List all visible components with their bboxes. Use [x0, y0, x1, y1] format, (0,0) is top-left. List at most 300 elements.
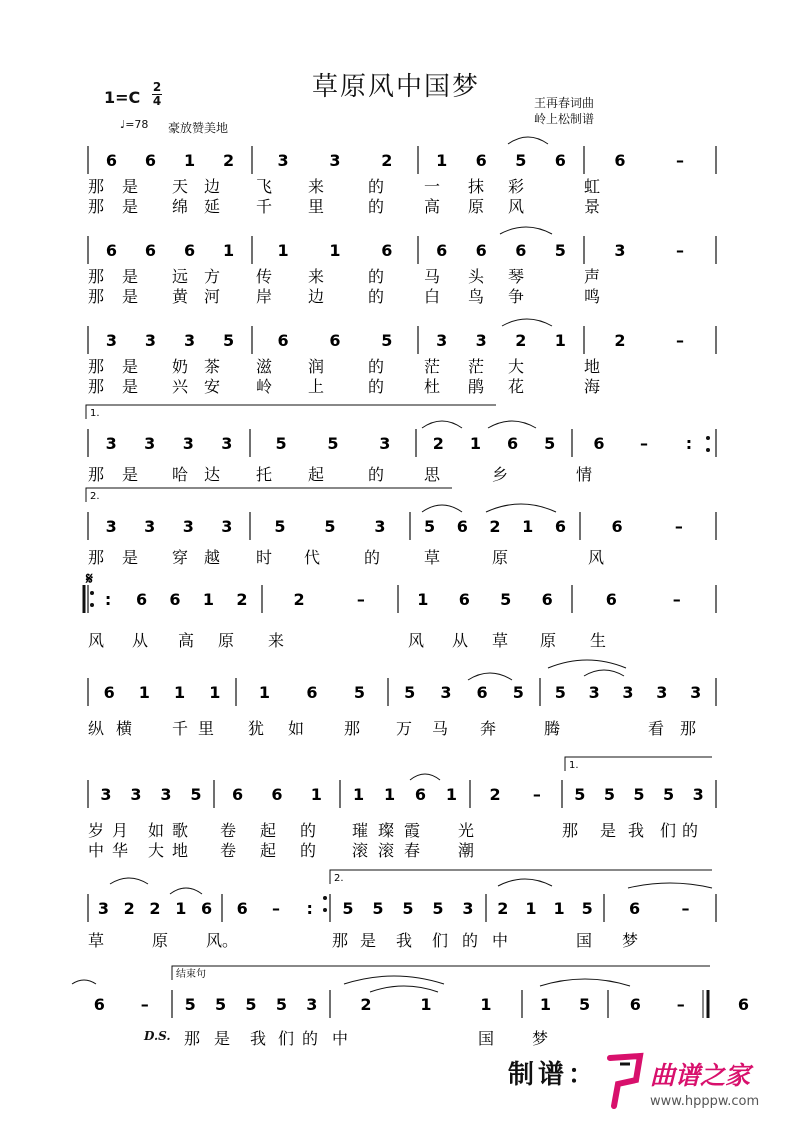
- lyric-char: 千: [171, 719, 189, 738]
- note: 3: [183, 331, 196, 350]
- lyric-char: 们: [277, 1029, 295, 1048]
- note: –: [672, 590, 681, 609]
- note: 3: [105, 517, 117, 536]
- note: 1: [436, 151, 448, 170]
- note: –: [356, 590, 365, 609]
- note: 5: [381, 331, 393, 350]
- lyric-char: 如: [287, 719, 305, 738]
- volta-2b: [330, 870, 712, 884]
- lyric-char: 争: [507, 287, 525, 306]
- note: 2: [149, 899, 161, 918]
- lyric-char: 是: [121, 548, 139, 567]
- note: 6: [737, 995, 750, 1014]
- lyric-char: 边: [203, 177, 221, 196]
- note: 1: [258, 683, 271, 702]
- lyric-char: 潮: [457, 841, 475, 860]
- note: 6: [236, 899, 248, 918]
- ending-bracket: [172, 966, 710, 980]
- lyric-char: 们: [431, 931, 449, 950]
- lyric-char: 的: [363, 548, 381, 567]
- note: 5: [554, 683, 566, 702]
- note: 3: [436, 331, 448, 350]
- lyric-char: 原: [491, 548, 509, 567]
- lyric-char: 中: [331, 1029, 349, 1048]
- lyric-char: 穿: [171, 548, 189, 567]
- note: 5: [554, 241, 566, 260]
- lyric-char: 那: [679, 719, 697, 738]
- lyric-char: 抹: [467, 177, 485, 196]
- note: 5: [274, 517, 286, 536]
- lyric-char: 国: [575, 931, 593, 950]
- lyric-char: 如: [147, 821, 165, 840]
- note: 3: [160, 785, 172, 804]
- lyric-char: 河: [203, 287, 221, 306]
- lyric-char: 天: [171, 177, 189, 196]
- note: 5: [184, 995, 196, 1014]
- lyric-char: 中: [491, 931, 509, 950]
- note: 5: [574, 785, 586, 804]
- note: 3: [221, 517, 233, 536]
- lyric-char: 风: [507, 197, 525, 216]
- note: 1: [469, 434, 481, 453]
- slur: [422, 421, 462, 428]
- note: 6: [436, 241, 448, 260]
- note: 5: [353, 683, 366, 702]
- lyric-char: 是: [599, 821, 617, 840]
- note: 3: [656, 683, 668, 702]
- time-top: 2: [152, 80, 162, 94]
- note: 5: [342, 899, 354, 918]
- lyric-char: 我: [395, 931, 413, 950]
- lyric-char: 是: [121, 377, 139, 396]
- note: 3: [100, 785, 112, 804]
- watermark-label: 制谱：: [508, 1060, 599, 1090]
- lyric-char: 腾: [543, 719, 561, 738]
- note: 3: [374, 517, 386, 536]
- note: 1: [522, 517, 534, 536]
- note: 5: [512, 683, 524, 702]
- note: 3: [462, 899, 474, 918]
- lyric-char: 中: [87, 841, 105, 860]
- lyric-char: 起: [259, 841, 277, 860]
- slur: [344, 976, 444, 984]
- note: 1: [554, 331, 566, 350]
- lyric-char: 绵: [171, 197, 189, 216]
- volta-2: [86, 488, 452, 502]
- note: 1: [202, 590, 215, 609]
- lyric-char: 是: [121, 197, 139, 216]
- lyric-char: 那: [87, 267, 105, 286]
- lyric-char: 地: [171, 841, 189, 860]
- note: 1: [480, 995, 492, 1014]
- credit-arranger: 岭上松制谱: [534, 112, 595, 126]
- slur: [488, 421, 536, 428]
- note: 6: [414, 785, 427, 804]
- tempo-mark: ♩=78: [120, 118, 149, 131]
- lyric-char: 风: [407, 631, 425, 650]
- lyric-char: 奔: [479, 719, 497, 738]
- note: 2: [497, 899, 509, 918]
- note: 5: [327, 434, 339, 453]
- lyric-char: 高: [423, 197, 441, 216]
- note: 5: [215, 995, 227, 1014]
- note: 5: [275, 434, 287, 453]
- lyric-char: 风: [87, 631, 105, 650]
- slur: [628, 883, 712, 888]
- lyric-char: 从: [131, 631, 149, 650]
- note: 2: [614, 331, 626, 350]
- lyric-char: 草: [87, 931, 105, 950]
- note: 5: [404, 683, 416, 702]
- note: 3: [182, 434, 194, 453]
- lyric-char: 时: [255, 548, 273, 567]
- note: 1: [174, 683, 186, 702]
- note: –: [676, 151, 684, 170]
- lyric-char: 犹: [247, 719, 265, 738]
- lyric-char: 滋: [255, 357, 273, 376]
- note: 6: [277, 331, 289, 350]
- slur: [370, 986, 438, 992]
- note: 6: [103, 683, 115, 702]
- note: 3: [130, 785, 142, 804]
- lyric-char: 梦: [531, 1029, 549, 1048]
- note: 5: [275, 995, 287, 1014]
- note: 6: [554, 151, 566, 170]
- note: 1: [277, 241, 289, 260]
- note: 6: [169, 590, 181, 609]
- lyric-char: 岭: [255, 377, 273, 396]
- volta-1: [86, 405, 496, 419]
- lyric-char: 是: [121, 357, 139, 376]
- lyric-char: 的: [367, 357, 385, 376]
- lyric-char: 那: [87, 357, 105, 376]
- lyric-char: 飞: [255, 177, 273, 196]
- lyric-char: 奶: [171, 357, 189, 376]
- note: –: [681, 899, 690, 918]
- lyric-char: 从: [451, 631, 469, 650]
- note: 6: [614, 151, 626, 170]
- note: 2: [381, 151, 393, 170]
- note: 6: [105, 241, 117, 260]
- lyric-char: 那: [343, 719, 361, 738]
- lyric-char: 国: [477, 1029, 495, 1048]
- note: 6: [105, 151, 117, 170]
- note: 6: [475, 241, 487, 260]
- lyric-char: 春: [403, 841, 421, 860]
- repeat-dot: [706, 436, 710, 440]
- lyric-char: 鹃: [467, 377, 485, 396]
- lyric-char: 达: [203, 465, 221, 484]
- note: 3: [692, 785, 704, 804]
- note: 3: [329, 151, 341, 170]
- lyric-char: 卷: [219, 841, 237, 860]
- lyric-char: 的: [299, 841, 317, 860]
- slur: [170, 888, 202, 894]
- lyric-char: 是: [121, 267, 139, 286]
- lyric-char: 传: [255, 267, 273, 286]
- note: :: [104, 590, 112, 609]
- note: 5: [324, 517, 336, 536]
- lyric-char: 光: [457, 821, 475, 840]
- slur: [498, 879, 552, 886]
- lyric-char: 霞: [403, 821, 421, 840]
- note: –: [272, 899, 280, 918]
- lyric-char: 鸣: [583, 287, 601, 306]
- slur: [500, 227, 552, 234]
- note: 6: [381, 241, 393, 260]
- lyric-char: 琴: [507, 267, 525, 286]
- note: –: [140, 995, 149, 1014]
- lyric-char: 我: [627, 821, 645, 840]
- lyric-char: 风。: [205, 931, 239, 950]
- lyric-char: 乡: [491, 465, 509, 484]
- lyric-char: 大: [147, 841, 165, 860]
- lyric-char: 的: [301, 1029, 319, 1048]
- lyric-char: 璨: [377, 821, 395, 840]
- volta-1-label: 1.: [90, 408, 100, 419]
- time-bottom: 4: [152, 94, 162, 108]
- note: 5: [581, 899, 593, 918]
- lyric-char: 黄: [171, 287, 189, 306]
- note: 3: [105, 331, 117, 350]
- note: 6: [507, 434, 519, 453]
- lyric-char: 璀: [351, 821, 369, 840]
- note: 2: [123, 899, 135, 918]
- lyric-char: 那: [87, 177, 105, 196]
- note: 1: [383, 785, 396, 804]
- lyric-char: 是: [121, 177, 139, 196]
- note: 1: [183, 151, 196, 170]
- note: 6: [93, 995, 105, 1014]
- volta-2-label: 2.: [90, 491, 100, 502]
- lyric-char: 那: [87, 377, 105, 396]
- lyric-char: 滚: [351, 841, 369, 860]
- note: 6: [271, 785, 283, 804]
- lyric-char: 茫: [423, 357, 441, 376]
- note: 1: [417, 590, 429, 609]
- lyric-char: 千: [255, 197, 273, 216]
- lyric-char: 华: [111, 841, 129, 860]
- note: 1: [445, 785, 457, 804]
- note: 2: [293, 590, 305, 609]
- lyric-char: 越: [203, 548, 221, 567]
- lyric-char: 的: [299, 821, 317, 840]
- note: 1: [223, 241, 235, 260]
- lyric-char: 思: [423, 465, 441, 484]
- lyric-char: 的: [367, 465, 385, 484]
- lyric-char: 的: [367, 377, 385, 396]
- note: 3: [182, 517, 194, 536]
- lyric-char: 边: [307, 287, 325, 306]
- lyric-char: 原: [467, 197, 485, 216]
- note: 3: [379, 434, 391, 453]
- lyric-char: 是: [121, 465, 139, 484]
- lyric-char: 大: [507, 357, 525, 376]
- note: –: [676, 995, 685, 1014]
- lyric-char: 的: [367, 177, 385, 196]
- lyric-char: 起: [307, 465, 325, 484]
- note: –: [640, 434, 648, 453]
- note: 6: [476, 683, 488, 702]
- slur: [410, 774, 440, 780]
- note: 6: [593, 434, 605, 453]
- note: 6: [144, 151, 157, 170]
- note: 3: [622, 683, 634, 702]
- note: 3: [105, 434, 117, 453]
- lyric-char: 马: [431, 719, 449, 738]
- lyric-char: 岸: [255, 287, 273, 306]
- lyric-char: 生: [589, 631, 607, 650]
- lyric-char: 白: [423, 287, 441, 306]
- lyric-char: 哈: [171, 465, 189, 484]
- note: 6: [541, 590, 553, 609]
- lyric-char: 来: [307, 177, 325, 196]
- note: 6: [135, 590, 148, 609]
- note: 3: [144, 434, 156, 453]
- lyric-char: 的: [367, 287, 385, 306]
- note: 5: [424, 517, 436, 536]
- lyric-char: 那: [87, 287, 105, 306]
- ending-bracket-label: 结束句: [176, 969, 206, 980]
- note: 5: [190, 785, 202, 804]
- lyric-char: 茫: [467, 357, 485, 376]
- note: 1: [420, 995, 432, 1014]
- slur: [110, 878, 148, 884]
- lyric-char: 延: [203, 197, 221, 216]
- lyric-char: 是: [121, 287, 139, 306]
- note: 1: [329, 241, 341, 260]
- volta-2b-label: 2.: [334, 873, 344, 884]
- note: 5: [663, 785, 675, 804]
- repeat-dot: [90, 603, 94, 607]
- lyric-char: 远: [171, 267, 189, 286]
- note: 1: [539, 995, 552, 1014]
- note: 1: [553, 899, 565, 918]
- lyric-char: 看: [647, 719, 665, 738]
- lyric-char: 彩: [507, 177, 525, 196]
- note: 6: [232, 785, 244, 804]
- repeat-dot: [323, 896, 327, 900]
- note: –: [676, 241, 684, 260]
- lyric-char: 里: [307, 197, 325, 216]
- note: 5: [500, 590, 512, 609]
- note: 1: [138, 683, 150, 702]
- note: 6: [329, 331, 341, 350]
- note: 3: [440, 683, 452, 702]
- lyric-char: 马: [423, 267, 441, 286]
- note: 5: [633, 785, 645, 804]
- lyric-char: 岁: [87, 821, 105, 840]
- note: 6: [629, 995, 641, 1014]
- lyric-char: 滚: [377, 841, 395, 860]
- lyric-char: 原: [217, 631, 235, 650]
- note: 5: [515, 151, 527, 170]
- note: 6: [458, 590, 470, 609]
- note: 5: [544, 434, 556, 453]
- note: :: [685, 434, 693, 453]
- note: 1: [353, 785, 365, 804]
- watermark-site-name: 曲谱之家: [650, 1061, 751, 1090]
- lyric-char: 景: [583, 197, 601, 216]
- lyric-char: 那: [183, 1029, 201, 1048]
- note: 2: [223, 151, 235, 170]
- lyric-char: 原: [539, 631, 557, 650]
- site-logo-icon: [600, 1050, 648, 1110]
- lyric-char: 那: [561, 821, 579, 840]
- segno-mark: 𝄋: [86, 569, 93, 588]
- key-signature: 1=C: [104, 88, 141, 107]
- lyric-char: 草: [423, 548, 441, 567]
- lyric-char: 高: [177, 631, 195, 650]
- lyric-char: 那: [87, 197, 105, 216]
- note: 6: [475, 151, 487, 170]
- lyric-char: 方: [203, 267, 221, 286]
- note: 3: [144, 517, 156, 536]
- note: 6: [306, 683, 318, 702]
- note: 1: [175, 899, 187, 918]
- note: 6: [605, 590, 617, 609]
- lyric-char: 杜: [423, 377, 441, 396]
- lyric-char: 是: [359, 931, 377, 950]
- note: :: [306, 899, 313, 918]
- note: 5: [402, 899, 414, 918]
- lyric-char: 万: [395, 719, 413, 738]
- note: 3: [475, 331, 487, 350]
- lyric-char: 们: [659, 821, 677, 840]
- slur: [72, 980, 96, 984]
- note: 5: [603, 785, 615, 804]
- note: 2: [360, 995, 372, 1014]
- lyric-char: 上: [307, 377, 325, 396]
- lyric-char: 卷: [219, 821, 237, 840]
- lyric-char: 是: [213, 1029, 231, 1048]
- lyric-char: 兴: [171, 377, 189, 396]
- note: 2: [432, 434, 444, 453]
- lyric-char: 海: [583, 377, 601, 396]
- note: 3: [277, 151, 289, 170]
- note: 5: [223, 331, 235, 350]
- note: 5: [372, 899, 384, 918]
- note: –: [532, 785, 541, 804]
- note: 6: [554, 517, 566, 536]
- slur: [584, 670, 624, 676]
- lyric-char: 安: [203, 377, 221, 396]
- lyric-char: 月: [111, 821, 129, 840]
- note: –: [674, 517, 683, 536]
- lyric-char: 来: [307, 267, 325, 286]
- lyric-char: 风: [587, 548, 605, 567]
- lyric-char: 地: [583, 357, 601, 376]
- slur: [508, 137, 548, 144]
- note: 5: [578, 995, 591, 1014]
- note: 6: [183, 241, 196, 260]
- lyric-char: 茶: [203, 357, 221, 376]
- repeat-dot: [323, 908, 327, 912]
- lyric-char: 来: [267, 631, 285, 650]
- note: 6: [200, 899, 213, 918]
- volta-1b-label: 1.: [569, 760, 579, 771]
- note: 2: [489, 785, 501, 804]
- lyric-char: 我: [249, 1029, 267, 1048]
- style-mark: 豪放赞美地: [168, 121, 229, 135]
- note: 6: [456, 517, 468, 536]
- note: 6: [611, 517, 623, 536]
- lyric-char: 原: [151, 931, 169, 950]
- lyric-char: 托: [255, 465, 273, 484]
- slur: [422, 505, 462, 512]
- lyric-char: 的: [681, 821, 699, 840]
- lyric-char: 情: [575, 465, 593, 484]
